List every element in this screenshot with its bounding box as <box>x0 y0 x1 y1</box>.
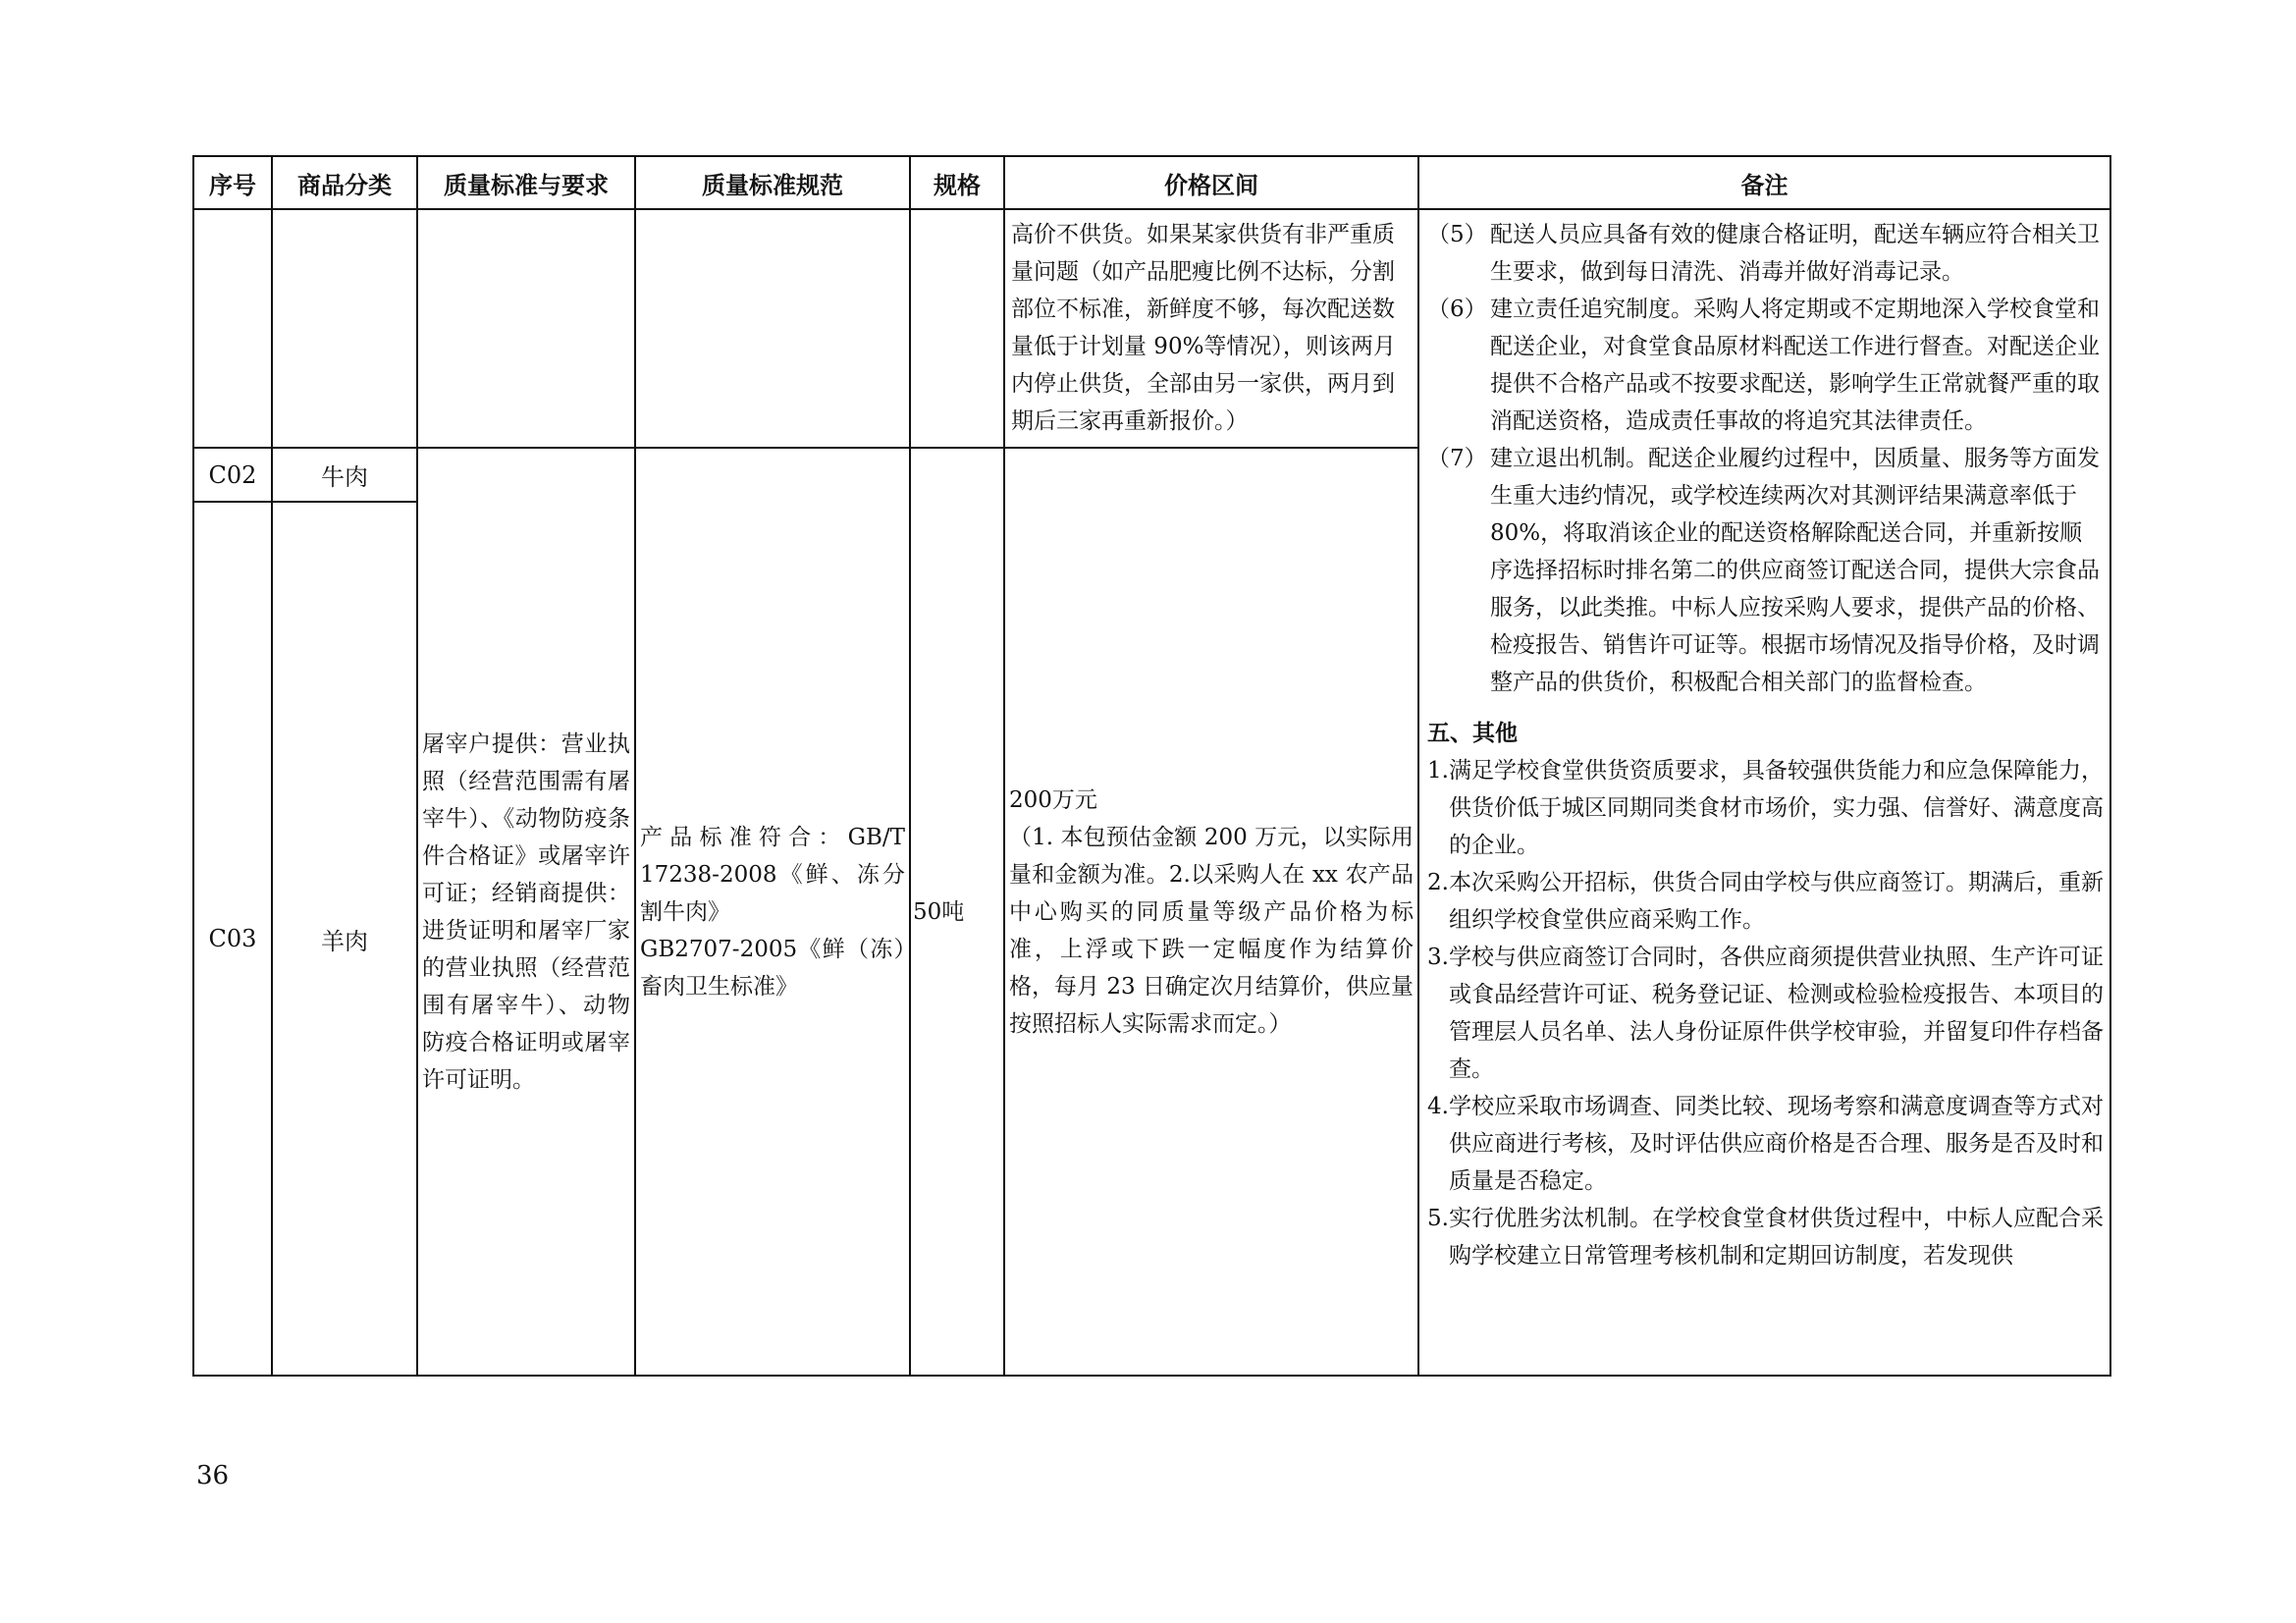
price-amount: 200万元 <box>1009 786 1097 813</box>
note-marker: 4. <box>1427 1094 1449 1119</box>
header-standard: 质量标准规范 <box>635 156 910 209</box>
continued-category-cell <box>272 209 417 448</box>
row-code: C02 <box>193 448 272 502</box>
note-marker: （7） <box>1427 446 1487 471</box>
note-item <box>1427 1088 2104 1200</box>
header-notes: 备注 <box>1418 156 2110 209</box>
page-number: 36 <box>196 1461 230 1490</box>
note-item <box>1427 939 2104 1088</box>
note-item <box>1427 291 2104 440</box>
price-note: （1. 本包预估金额 200 万元，以实际用量和金额为准。2.以采购人在 xx 农产品中心购买的同质量等级产品价格为标准，上浮或下跌一定幅度作为结算价格，每月 23 日确定次月结算价，供应量按照招标人实际需求而定。） <box>1009 824 1414 1037</box>
continued-price-cell <box>1004 209 1418 448</box>
note-text: 本次采购公开招标，供货合同由学校与供应商签订。期满后，重新组织学校食堂供应商采购工作。 <box>1449 870 2104 933</box>
requirements-text: 屠宰户提供：营业执照（经营范围需有屠宰牛）、《动物防疫条件合格证》或屠宰许可证；经销商提供：进货证明和屠宰厂家的营业执照（经营范围有屠宰牛）、动物防疫合格证明或屠宰许可证明。 <box>422 730 630 1093</box>
continued-price-text: 高价不供货。如果某家供货有非严重质量问题（如产品肥瘦比例不达标，分割部位不标准，新鲜度不够，每次配送数量低于计划量 90%等情况），则该两月内停止供货，全部由另一家供，两月到期后三家再重新报价。） <box>1011 222 1396 434</box>
header-requirements: 质量标准与要求 <box>417 156 635 209</box>
section-title-other: 五、其他 <box>1427 721 1518 746</box>
spec-cell <box>910 448 1004 1376</box>
note-item <box>1427 864 2104 939</box>
note-text: 实行优胜劣汰机制。在学校食堂食材供货过程中，中标人应配合采购学校建立日常管理考核机制和定期回访制度，若发现供 <box>1449 1206 2104 1269</box>
notes-cell <box>1418 209 2110 1376</box>
table-row-continued <box>193 209 2110 448</box>
note-item <box>1427 216 2104 291</box>
procurement-table <box>192 155 2111 1377</box>
note-text: 建立退出机制。配送企业履约过程中，因质量、服务等方面发生重大违约情况，或学校连续两次对其测评结果满意率低于 80%，将取消该企业的配送资格解除配送合同，并重新按顺序选择招标时排名第二的供应商签订配送合同，提供大宗食品服务，以此类推。中标人应按采购人要求，提供产品的价格、检疫报告、销售许可证等。根据市场情况及指导价格，及时调整产品的供货价，积极配合相关部门的监督检查。 <box>1490 446 2100 695</box>
continued-serial-cell <box>193 209 272 448</box>
note-item <box>1427 1200 2104 1274</box>
standard-line-1: 产品标准符合：GB/T 17238-2008《鲜、冻分割牛肉》 <box>640 824 905 925</box>
continued-requirements-cell <box>417 209 635 448</box>
standard-line-2: GB2707-2005《鲜（冻）畜肉卫生标准》 <box>640 936 905 1000</box>
note-text: 学校应采取市场调查、同类比较、现场考察和满意度调查等方式对供应商进行考核，及时评估供应商价格是否合理、服务是否及时和质量是否稳定。 <box>1449 1094 2104 1194</box>
price-cell <box>1004 448 1418 1376</box>
note-text: 学校与供应商签订合同时，各供应商须提供营业执照、生产许可证或食品经营许可证、税务登记证、检测或检验检疫报告、本项目的管理层人员名单、法人身份证原件供学校审验，并留复印件存档备查。 <box>1449 945 2104 1082</box>
note-text: 建立责任追究制度。采购人将定期或不定期地深入学校食堂和配送企业，对食堂食品原材料配送工作进行督查。对配送企业提供不合格产品或不按要求配送，影响学生正常就餐严重的取消配送资格，造成责任事故的将追究其法律责任。 <box>1490 297 2100 434</box>
row-category: 牛肉 <box>272 448 417 502</box>
header-category: 商品分类 <box>272 156 417 209</box>
row-code: C03 <box>193 502 272 1376</box>
header-row <box>193 156 2110 209</box>
note-item <box>1427 752 2104 864</box>
note-marker: （5） <box>1427 222 1487 247</box>
continued-spec-cell <box>910 209 1004 448</box>
note-text: 配送人员应具备有效的健康合格证明，配送车辆应符合相关卫生要求，做到每日清洗、消毒并做好消毒记录。 <box>1490 222 2100 285</box>
requirements-cell <box>417 448 635 1376</box>
note-marker: （6） <box>1427 297 1487 322</box>
standard-cell <box>635 448 910 1376</box>
note-item <box>1427 440 2104 701</box>
note-text: 满足学校食堂供货资质要求，具备较强供货能力和应急保障能力，供货价低于城区同期同类食材市场价，实力强、信誉好、满意度高的企业。 <box>1449 758 2104 858</box>
header-serial: 序号 <box>193 156 272 209</box>
row-category: 羊肉 <box>272 502 417 1376</box>
header-price: 价格区间 <box>1004 156 1418 209</box>
note-marker: 3. <box>1427 945 1449 970</box>
note-marker: 1. <box>1427 758 1449 784</box>
note-marker: 5. <box>1427 1206 1449 1231</box>
note-marker: 2. <box>1427 870 1449 895</box>
spec-text: 50吨 <box>913 898 965 925</box>
continued-standard-cell <box>635 209 910 448</box>
header-spec: 规格 <box>910 156 1004 209</box>
